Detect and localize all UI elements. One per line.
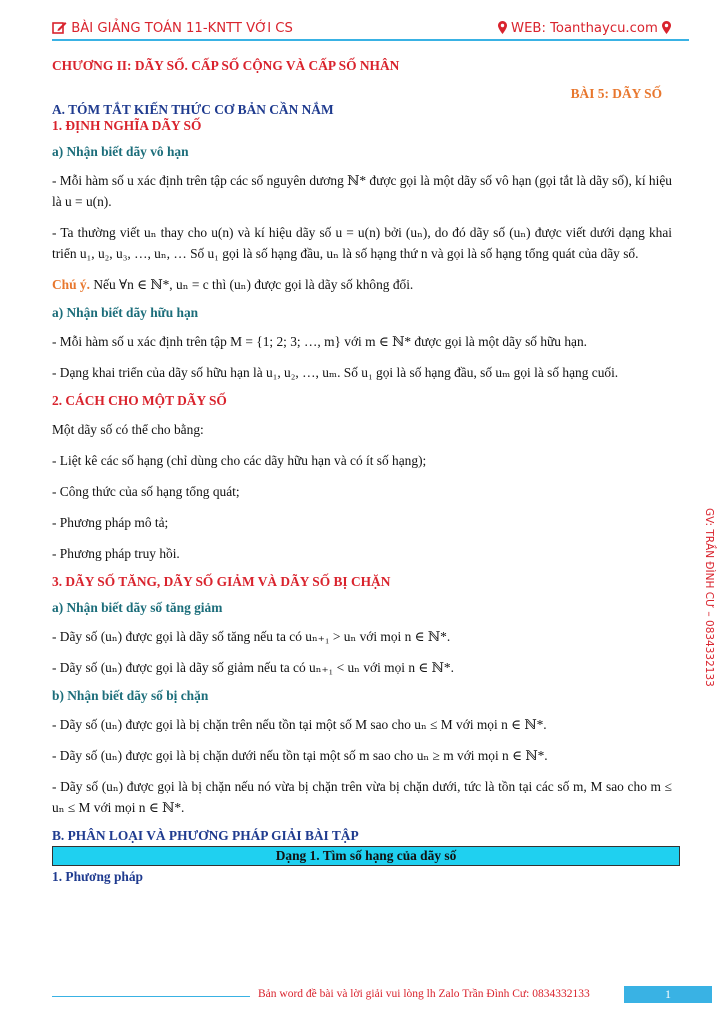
header-rule [52, 39, 689, 41]
chapter-title: CHƯƠNG II: DÃY SỐ. CẤP SỐ CỘNG VÀ CẤP SỐ NHÂN [52, 58, 400, 73]
method-heading: 1. Phương pháp [52, 869, 143, 884]
side-author-label: GV: TRẦN ĐÌNH CƯ – 0834332133 [703, 508, 715, 687]
bounded-definition: - Dãy số (uₙ) được gọi là bị chặn nếu nó vừa bị chặn trên vừa bị chặn dưới, tức là tồn tại các số m, M sao cho m ≤ uₙ ≤ M với mọi n ∈ ℕ*. [52, 779, 672, 815]
page-number: 1 [624, 986, 712, 1003]
finite-definition: - Mỗi hàm số u xác định trên tập M = {1; 2; 3; …, m} với m ∈ ℕ* được gọi là một dãy số hữu hạn. [52, 334, 588, 349]
header-title: BÀI GIẢNG TOÁN 11-KNTT VỚI CS [71, 21, 293, 36]
header-left [52, 21, 293, 38]
notation-paragraph: - Ta thường viết uₙ thay cho u(n) và kí hiệu dãy số u = u(n) bởi (uₙ), do đó dãy số (uₙ) được viết dưới dạng khai triển u₁, u₂, u₃, …, uₙ, … Số u₁ gọi là số hạng đầu, uₙ là số hạng thứ n và gọi là số hạng tổng quát của dãy số. [52, 225, 672, 261]
increasing-definition: - Dãy số (uₙ) được gọi là dãy số tăng nếu ta có uₙ₊₁ > uₙ với mọi n ∈ ℕ*. [52, 629, 451, 644]
location-pin-icon-right [662, 21, 671, 38]
list-item: - Liệt kê các số hạng (chỉ dùng cho các dãy hữu hạn và có ít số hạng); [52, 453, 427, 468]
note-label: Chú ý. [52, 277, 90, 292]
edit-icon [52, 21, 67, 38]
note-text: Nếu ∀n ∈ ℕ*, uₙ = c thì (uₙ) được gọi là dãy số không đổi. [93, 277, 414, 292]
definition-heading: 1. ĐỊNH NGHĨA DÃY SỐ [52, 118, 202, 133]
constant-note [52, 274, 672, 295]
finite-sequence-subheading: a) Nhận biết dãy hữu hạn [52, 305, 199, 320]
bounded-subheading: b) Nhận biết dãy số bị chặn [52, 688, 209, 703]
location-pin-icon [498, 21, 507, 38]
dang-1-banner: Dạng 1. Tìm số hạng của dãy số [52, 846, 680, 866]
footer-rule [52, 996, 250, 997]
header-right [498, 21, 671, 38]
section-b-heading: B. PHÂN LOẠI VÀ PHƯƠNG PHÁP GIẢI BÀI TẬP [52, 828, 359, 843]
monotone-subheading: a) Nhận biết dãy số tăng giảm [52, 600, 223, 615]
page-content [52, 58, 672, 885]
infinite-sequence-subheading: a) Nhận biết dãy vô hạn [52, 144, 189, 159]
bounded-below-definition: - Dãy số (uₙ) được gọi là bị chặn dưới nếu tồn tại một số m sao cho uₙ ≥ m với mọi n ∈ ℕ*. [52, 748, 548, 763]
ways-intro: Một dãy số có thể cho bằng: [52, 422, 204, 437]
footer-text: Bản word đề bài và lời giải vui lòng lh Zalo Trần Đình Cư: 0834332133 [258, 988, 590, 1000]
finite-expansion: - Dạng khai triển của dãy số hữu hạn là u₁, u₂, …, uₘ. Số u₁ gọi là số hạng đầu, số uₘ gọi là số hạng cuối. [52, 365, 619, 380]
monotone-bounded-heading: 3. DÃY SỐ TĂNG, DÃY SỐ GIẢM VÀ DÃY SỐ BỊ CHẶN [52, 574, 391, 589]
decreasing-definition: - Dãy số (uₙ) được gọi là dãy số giảm nếu ta có uₙ₊₁ < uₙ với mọi n ∈ ℕ*. [52, 660, 454, 675]
section-a-heading: A. TÓM TẮT KIẾN THỨC CƠ BẢN CẦN NẮM [52, 102, 334, 117]
list-item: - Phương pháp truy hồi. [52, 546, 180, 561]
list-item: - Công thức của số hạng tổng quát; [52, 484, 240, 499]
ways-heading: 2. CÁCH CHO MỘT DÃY SỐ [52, 393, 227, 408]
header-website[interactable]: WEB: Toanthaycu.com [511, 21, 658, 36]
infinite-definition: - Mỗi hàm số u xác định trên tập các số nguyên dương ℕ* được gọi là một dãy số vô hạn (gọi tắt là dãy số), kí hiệu là u = u(n). [52, 173, 672, 209]
bounded-above-definition: - Dãy số (uₙ) được gọi là bị chặn trên nếu tồn tại một số M sao cho uₙ ≤ M với mọi n ∈ ℕ*. [52, 717, 547, 732]
lesson-title: BÀI 5: DÃY SỐ [570, 86, 662, 101]
list-item: - Phương pháp mô tả; [52, 515, 169, 530]
